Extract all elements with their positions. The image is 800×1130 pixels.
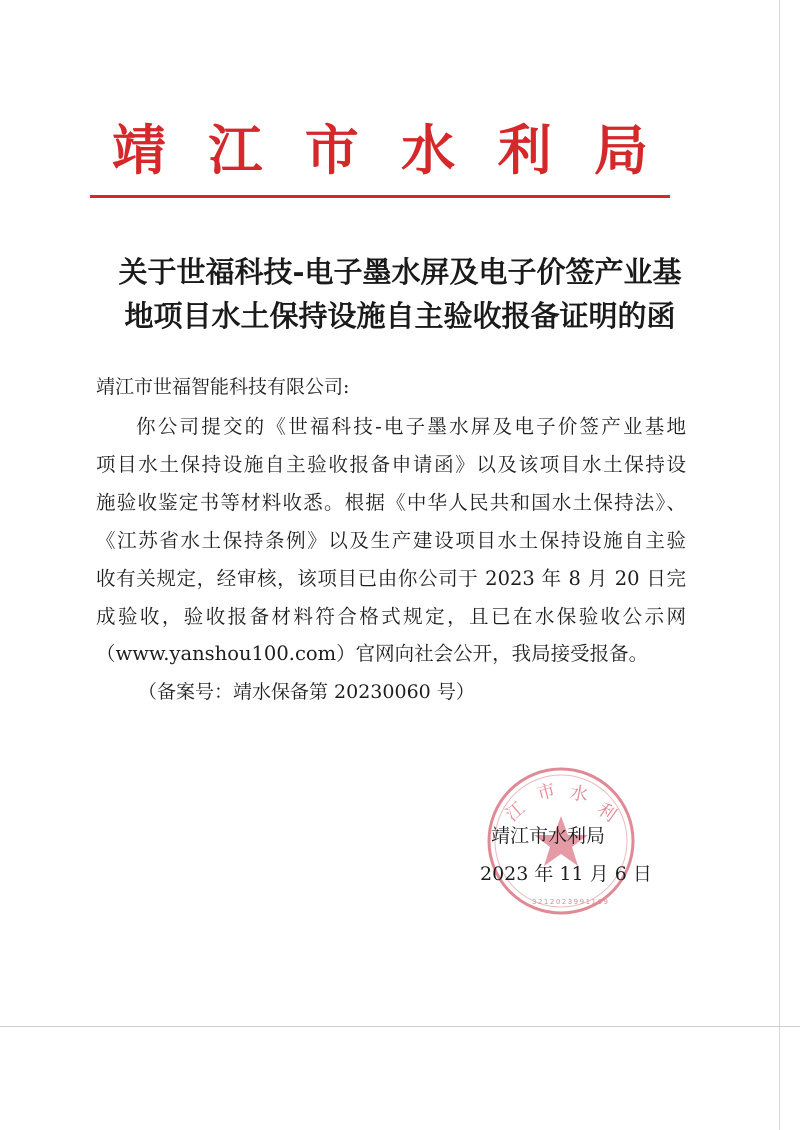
seal-code: 3212023991169 (532, 898, 610, 906)
letterhead-char: 利 (497, 118, 552, 182)
title-line-2: 地项目水土保持设施自主验收报备证明的函 (124, 299, 676, 333)
record-number: （备案号：靖水保备第 20230060 号） (138, 681, 475, 703)
scan-edge-right (779, 0, 780, 1130)
seal-char: 市 (534, 779, 558, 805)
body-line: 施验收鉴定书等材料收悉。根据《中华人民共和国水土保持法》、 (96, 491, 686, 514)
title-line-1: 关于世福科技-电子墨水屏及电子价签产业基 (118, 255, 682, 289)
letterhead-char: 市 (304, 118, 359, 182)
seal-char: 江 (501, 798, 530, 826)
body-line: 成验收，验收报备材料符合格式规定，且已在水保验收公示网 (96, 605, 686, 628)
body-line: 你公司提交的《世福科技-电子墨水屏及电子价签产业基地 (136, 415, 686, 438)
signature-organization: 靖江市水利局 (491, 825, 606, 847)
letterhead-char: 局 (593, 118, 648, 182)
letterhead-char: 水 (401, 118, 456, 182)
letterhead-char: 江 (208, 118, 263, 182)
salutation: 靖江市世福智能科技有限公司: (96, 376, 350, 398)
signature-date: 2023 年 11 月 6 日 (480, 863, 652, 885)
body-line: （www.yanshou100.com）官网向社会公开，我局接受报备。 (96, 642, 649, 665)
body-line: 项目水土保持设施自主验收报备申请函》以及该项目水土保持设 (96, 453, 686, 476)
body-line: 《江苏省水土保持条例》以及生产建设项目水土保持设施自主验 (96, 529, 686, 552)
seal-char: 水 (568, 782, 590, 807)
scan-edge-bottom (0, 1026, 800, 1027)
seal-char: 利 (593, 798, 620, 827)
letterhead (90, 120, 670, 180)
letterhead-char: 靖 (112, 118, 166, 182)
body-line: 收有关规定，经审核，该项目已由你公司于 2023 年 8 月 20 日完 (96, 567, 686, 590)
letterhead-red-rule (90, 195, 670, 198)
document-title (70, 250, 730, 338)
